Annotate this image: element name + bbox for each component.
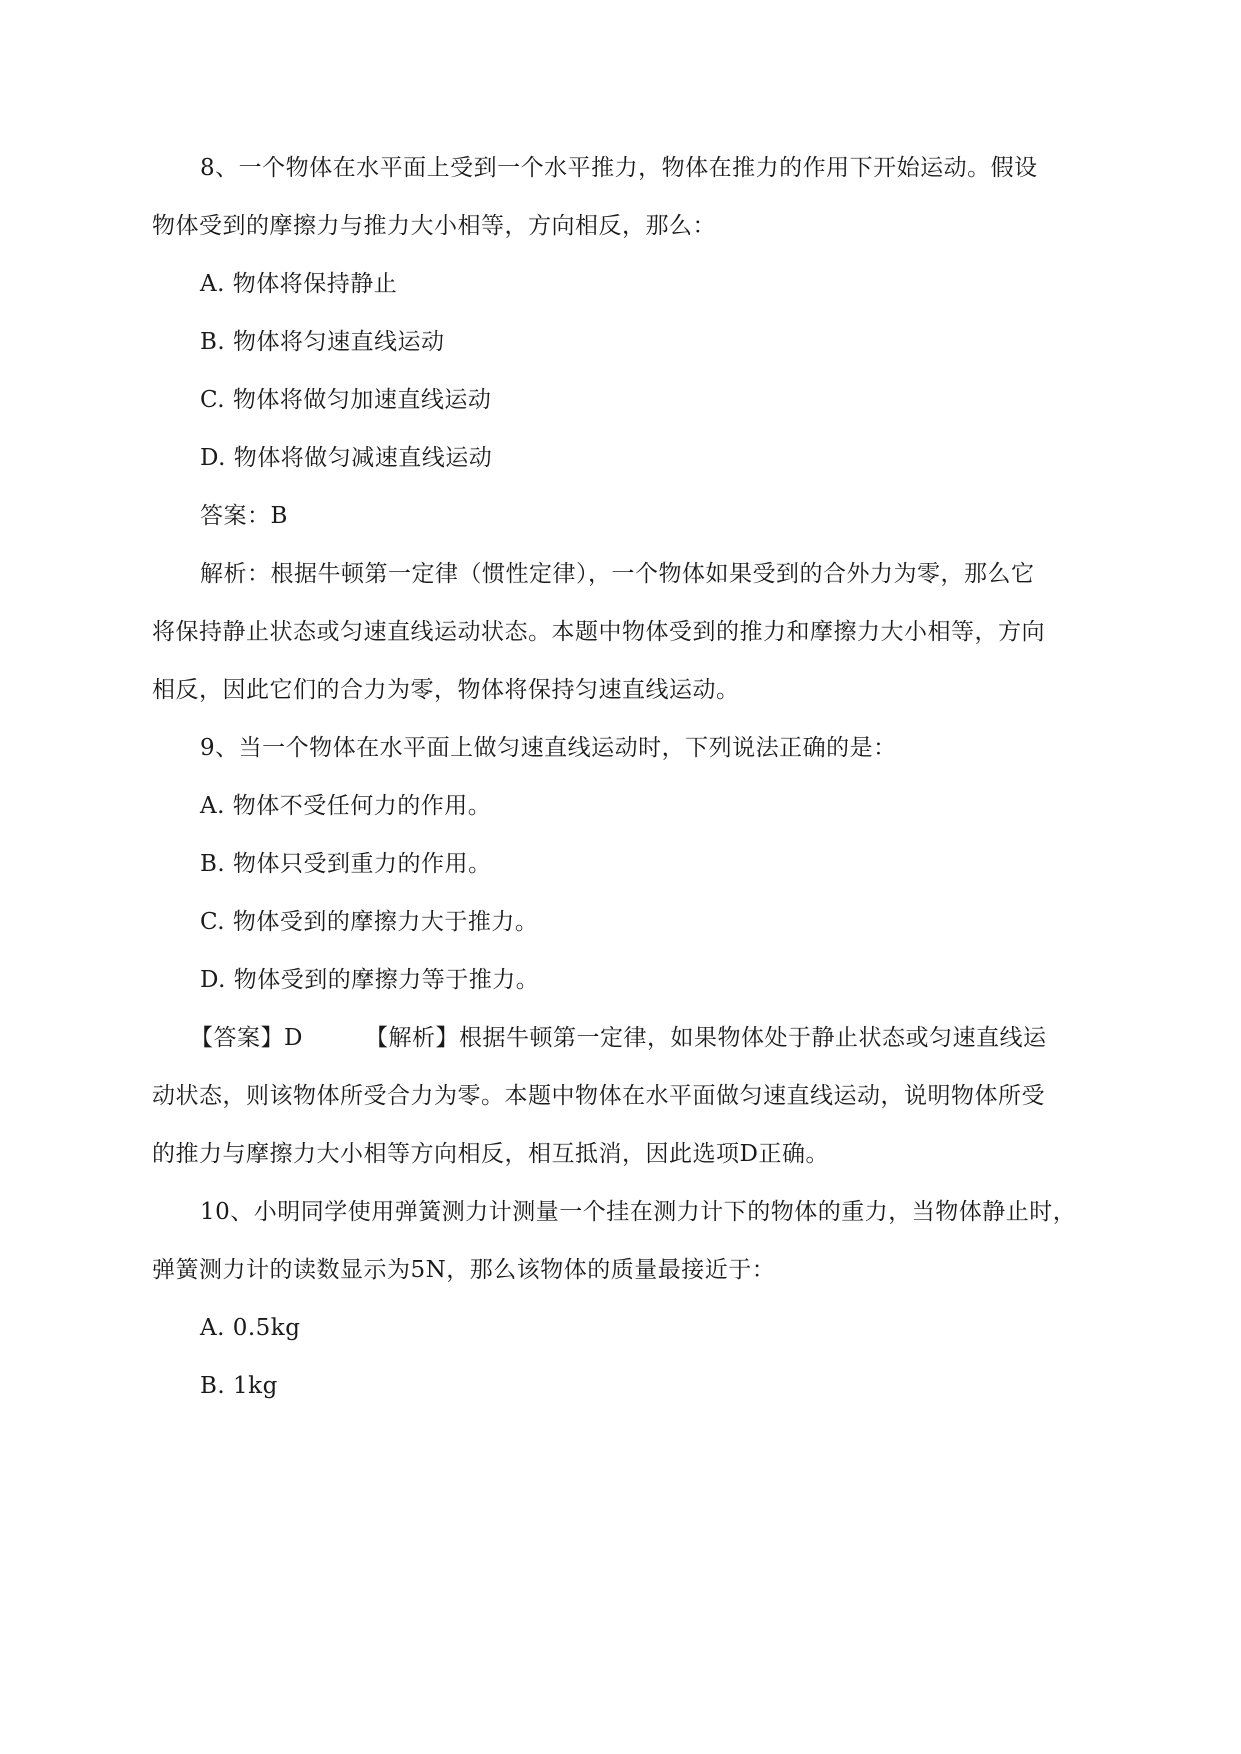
q8-option-c: C. 物体将做匀加速直线运动	[200, 387, 492, 413]
q10-stem-line-2: 弹簧测力计的读数显示为5N，那么该物体的质量最接近于：	[152, 1257, 776, 1283]
q9-analysis-line-2: 动状态，则该物体所受合力为零。本题中物体在水平面做匀速直线运动，说明物体所受	[152, 1083, 1045, 1109]
q8-stem-line-1: 8、一个物体在水平面上受到一个水平推力，物体在推力的作用下开始运动。假设	[200, 155, 1038, 181]
q10-option-a: A. 0.5kg	[200, 1315, 301, 1341]
q9-option-b: B. 物体只受到重力的作用。	[200, 851, 492, 877]
q8-analysis-line-3: 相反，因此它们的合力为零，物体将保持匀速直线运动。	[152, 677, 740, 703]
q9-answer: 【答案】D	[190, 1025, 303, 1051]
q8-analysis-line-2: 将保持静止状态或匀速直线运动状态。本题中物体受到的推力和摩擦力大小相等，方向	[152, 619, 1045, 645]
q8-option-b: B. 物体将匀速直线运动	[200, 329, 445, 355]
q8-analysis-line-1: 解析：根据牛顿第一定律（惯性定律），一个物体如果受到的合外力为零，那么它	[200, 561, 1035, 587]
q9-answer-analysis-line-1	[190, 1022, 1046, 1054]
q9-option-a: A. 物体不受任何力的作用。	[200, 793, 492, 819]
q9-stem: 9、当一个物体在水平面上做匀速直线运动时，下列说法正确的是：	[200, 735, 897, 761]
q8-option-a: A. 物体将保持静止	[200, 271, 398, 297]
q10-option-b: B. 1kg	[200, 1373, 278, 1399]
q9-analysis-line-1: 【解析】根据牛顿第一定律，如果物体处于静止状态或匀速直线运	[364, 1025, 1047, 1051]
q8-answer: 答案：B	[200, 503, 288, 529]
q9-option-c: C. 物体受到的摩擦力大于推力。	[200, 909, 539, 935]
q10-stem-line-1: 10、小明同学使用弹簧测力计测量一个挂在测力计下的物体的重力，当物体静止时，	[200, 1199, 1077, 1225]
q8-option-d: D. 物体将做匀减速直线运动	[200, 445, 493, 471]
q9-analysis-line-3: 的推力与摩擦力大小相等方向相反，相互抵消，因此选项D正确。	[152, 1141, 829, 1167]
q9-option-d: D. 物体受到的摩擦力等于推力。	[200, 967, 540, 993]
q8-stem-line-2: 物体受到的摩擦力与推力大小相等，方向相反，那么：	[152, 213, 716, 239]
